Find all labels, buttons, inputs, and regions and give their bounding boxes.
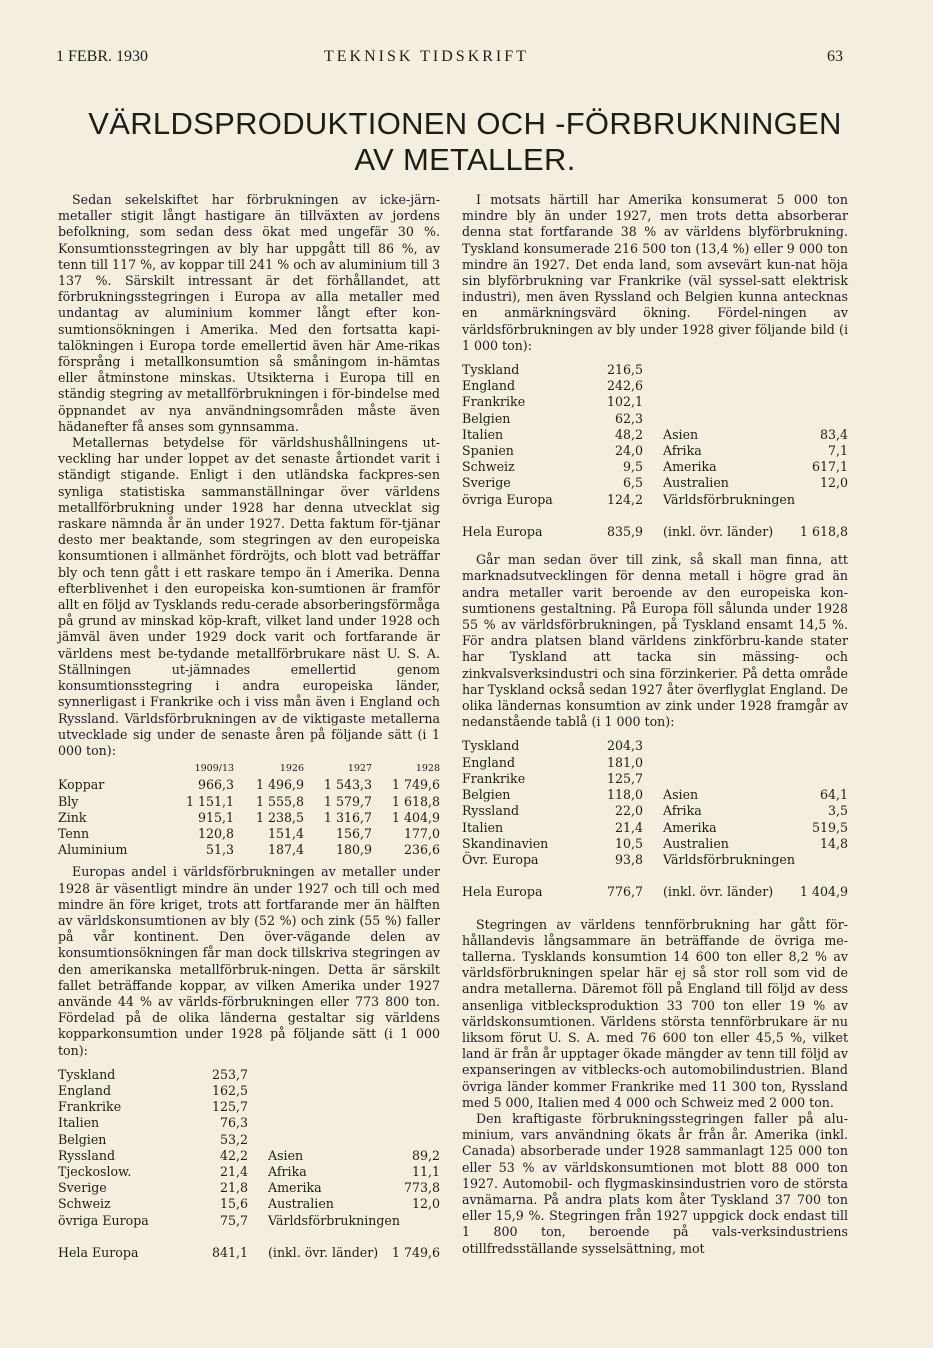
cell: 187,4 <box>267 842 305 858</box>
table-row <box>462 427 848 443</box>
title-line-1: VÄRLDSPRODUKTIONEN OCH -FÖRBRUKNINGEN <box>88 106 842 141</box>
cell: 236,6 <box>403 842 440 858</box>
value: 1 749,6 <box>391 1244 440 1260</box>
country-label: Belgien <box>462 787 511 803</box>
country-label: Sverige <box>462 475 511 491</box>
country-label: England <box>462 754 516 770</box>
table-row <box>462 443 848 459</box>
cell: 156,7 <box>335 825 372 841</box>
paragraph: Metallernas betydelse för världshushållningens ut-veckling har under loppet av det senaste årtiondet varit i ständigt stigande. Enligt i den utländska fackpres-sen synliga statistiska sammanställningar över världens metallförbrukning under 1928 har denna utvecklat sig raskare nämnda år än under 1927. Detta faktum för-tjänar desto mer beaktande, som stegringen av den europeiska konsumtionen i allmänhet fördröjts, och blott vad beträffar bly och tenn gått i ett raskare tempo än i Amerika. Denna efterblivenhet i den europeiska kon-sumtionen är framför allt en följd av Tysklands redu-cerade absorberingsförmåga på grund av minskad köp-kraft, vilket land under 1928 och jämväl även under 1929 dock varit och fortfarande är världens mest be-tydande metallförbrukare näst U. S. A. Ställningen ut-jämnades emellertid genom konsumtionsstegring i andra europeiska länder, synnerligast i Frankrike och i viss mån även i England och Ryssland. Världsförbrukningen av de viktigaste metallerna utvecklade sig under de senaste åren på följande sätt (i 1 000 ton): <box>58 435 440 758</box>
table-row <box>58 1196 440 1212</box>
country-label: Tyskland <box>462 738 520 754</box>
country-label: Tjeckoslow. <box>58 1163 132 1179</box>
region-label: Världsförbrukningen <box>268 1212 400 1228</box>
country-label: Tyskland <box>462 362 520 378</box>
value: 253,7 <box>211 1066 248 1082</box>
value: 617,1 <box>811 459 848 475</box>
table-row <box>462 394 848 410</box>
value: 1 404,9 <box>799 884 848 900</box>
right-column <box>462 192 848 1257</box>
value: 118,0 <box>606 787 644 803</box>
region-label: Afrika <box>268 1163 307 1179</box>
row-label: Zink <box>58 809 87 825</box>
value: 89,2 <box>411 1147 440 1163</box>
journal-name: TEKNISK TIDSKRIFT <box>324 48 529 65</box>
value: 125,7 <box>211 1099 248 1115</box>
value: 204,3 <box>606 738 644 754</box>
cell: 1 555,8 <box>255 793 305 809</box>
value: 3,5 <box>827 803 848 819</box>
table-row <box>462 787 848 803</box>
table-row <box>462 771 848 787</box>
page-header <box>56 48 843 70</box>
paragraph: Den kraftigaste förbrukningsstegringen faller på alu-minium, vars användning ökats år från år. Amerika (inkl. Canada) absorberade under 1928 sammanlagt 125 000 ton eller 53 % av världskonsumtionen mot blott 88 000 ton 1927. Automobil- och flygmaskinsindustrien voro de största avnämarna. På andra plats kom åter Tyskland 37 700 ton eller 15,9 %. Stegringen från 1927 uppgick dock endast till 1 800 ton, beroende på vals-verksindustriens otillfredsställande sysselsättning, mot <box>462 1110 848 1256</box>
cell: 1 238,5 <box>255 809 305 825</box>
table-row <box>462 492 848 508</box>
paragraph: Europas andel i världsförbrukningen av metaller under 1928 är väsentligt mindre än under 1927 och till och med mindre än före kriget, trots att fortfarande mer än hälften av världskonsumtionen av bly (52 %) och zink (55 %) faller på vår kontinent. Den över-vägande delen av konsumtionsökningen får man dock tillskriva stegringen av den amerikanska metallförbruk-ningen. Detta är särskilt fallet beträffande koppar, av vilken Amerika under 1927 använde 44 % av världs-förbrukningen eller 773 800 ton. Fördelad på de olika länderna gestaltar sig världens kopparkonsumtion under 1928 på följande sätt (i 1 000 ton): <box>58 864 440 1058</box>
table-row <box>58 794 440 810</box>
value: 62,3 <box>614 410 644 426</box>
value: 22,0 <box>614 803 644 819</box>
table-row <box>462 411 848 427</box>
value: 841,1 <box>211 1244 248 1260</box>
region-label: Afrika <box>663 443 702 459</box>
country-label: Frankrike <box>462 394 526 410</box>
column-header: 1927 <box>347 763 372 775</box>
value: 21,4 <box>614 819 644 835</box>
cell: 120,8 <box>197 825 235 841</box>
value: 216,5 <box>606 362 644 378</box>
paragraph: I motsats härtill har Amerika konsumerat 5 000 ton mindre bly än under 1927, men trots detta absorberar denna stat fortfarande 38 % av världens blyförbrukning. Tyskland konsumerade 216 500 ton (13,4 %) eller 9 000 ton mindre än 1927. Det enda land, som avsevärt kun-nat höja sin blyförbrukning var Frankrike (väl syssel-satt elektrisk industri), men även Ryssland och Belgien kunna antecknas en anmärkningsvärd ökning. Fördel-ningen av världsförbrukningen av bly under 1928 giver följande bild (i 1 000 ton): <box>462 192 848 353</box>
table-row <box>58 1213 440 1229</box>
value: 835,9 <box>606 524 644 540</box>
value: 42,2 <box>219 1147 248 1163</box>
cell: 1 151,1 <box>185 793 235 809</box>
region-label: Asien <box>268 1147 304 1163</box>
value: 24,0 <box>614 443 644 459</box>
cell: 1 749,6 <box>391 777 440 793</box>
country-label: Frankrike <box>58 1099 122 1115</box>
world-label: (inkl. övr. länder) <box>663 524 774 540</box>
table-row <box>462 803 848 819</box>
table-row <box>58 1148 440 1164</box>
table-row <box>58 842 440 858</box>
country-label: Frankrike <box>462 770 526 786</box>
country-label: övriga Europa <box>58 1212 149 1228</box>
table-row <box>462 836 848 852</box>
region-label: Världsförbrukningen <box>663 851 795 867</box>
country-label: Italien <box>462 819 504 835</box>
value: 53,2 <box>219 1131 248 1147</box>
row-label: Tenn <box>58 825 90 841</box>
value: 21,8 <box>219 1180 248 1196</box>
table-row <box>58 1115 440 1131</box>
cell: 180,9 <box>335 842 372 858</box>
table-row <box>58 1164 440 1180</box>
table-row <box>58 1180 440 1196</box>
value: 773,8 <box>403 1180 440 1196</box>
value: 93,8 <box>614 851 644 867</box>
table-row <box>462 738 848 754</box>
country-label: Sverige <box>58 1180 107 1196</box>
column-header: 1909/13 <box>194 763 235 775</box>
value: 125,7 <box>606 770 644 786</box>
row-label: Koppar <box>58 777 105 793</box>
table-row <box>58 1132 440 1148</box>
value: 10,5 <box>614 835 644 851</box>
value: 76,3 <box>219 1115 248 1131</box>
total-label: Hela Europa <box>462 524 543 540</box>
country-label: övriga Europa <box>462 491 553 507</box>
table-row <box>462 459 848 475</box>
cell: 966,3 <box>197 777 235 793</box>
country-label: England <box>462 378 516 394</box>
value: 124,2 <box>606 491 644 507</box>
table-row <box>58 826 440 842</box>
region-label: Australien <box>268 1196 334 1212</box>
country-label: Belgien <box>462 410 511 426</box>
value: 181,0 <box>606 754 644 770</box>
value: 7,1 <box>827 443 848 459</box>
cell: 1 316,7 <box>323 809 372 825</box>
country-label: Tyskland <box>58 1066 116 1082</box>
region-label: Amerika <box>663 459 717 475</box>
table-row <box>58 777 440 793</box>
value: 102,1 <box>606 394 644 410</box>
region-label: Australien <box>663 835 729 851</box>
value: 12,0 <box>411 1196 440 1212</box>
cell: 915,1 <box>197 809 235 825</box>
value: 21,4 <box>219 1163 248 1179</box>
cell: 1 579,7 <box>323 793 372 809</box>
paragraph: Stegringen av världens tennförbrukning har gått för-hållandevis långsammare än beträffande de övriga me-tallerna. Tysklands konsumtion 14 600 ton eller 8,2 % av världsförbrukningen spelar här ej så stor roll som vid de andra metallerna. Däremot föll på England till följd av dess ansenliga vitblecksproduktion 33 700 ton eller 19 % av världskonsumtionen. Världens största tennförbrukare är nu liksom förut U. S. A. med 76 600 ton eller 45,5 %, vilket land är från år upptager ökade mängder av tenn till följd av expanseringen av vitblecks-och automobilindustrien. Bland övriga länder kommer Frankrike med 11 300 ton, Ryssland med 5 000, Italien med 4 000 och Schweiz med 2 000 ton. <box>462 916 848 1110</box>
table-row <box>462 475 848 491</box>
title-line-2: AV METALLER. <box>354 142 576 177</box>
cell: 1 543,3 <box>323 777 372 793</box>
region-label: Asien <box>663 787 699 803</box>
cell: 51,3 <box>205 842 235 858</box>
paragraph: Sedan sekelskiftet har förbrukningen av icke-järn-metaller stigit långt hastigare än tillväxten av jordens befolkning, som sedan dess ökat med ungefär 30 %. Konsumtionsstegringen av bly har uppgått till 86 %, av tenn till 117 %, av koppar till 241 % och av aluminium till 3 137 %. Särskilt intressant är det förhållandet, att förbrukningsstegringen i Europa av alla metaller med undantag av aluminium kommer långt efter kon-sumtionsökningen i Amerika. Med den fortsatta kapi-talökningen i Europa torde emellertid även här Ame-rikas försprång i metallkonsumtion så småningom in-hämtas eller åtminstone minskas. Utsikterna i Europa till en ständig stegring av metallförbrukningen i för-bindelse med öppnandet av nya användningsområden måste även hädanefter få anses som gynnsamma. <box>58 192 440 434</box>
country-label: Ryssland <box>58 1147 116 1163</box>
region-label: Asien <box>663 426 699 442</box>
total-label: Hela Europa <box>462 884 543 900</box>
table-row <box>462 524 848 540</box>
value: 15,6 <box>219 1196 248 1212</box>
table-row <box>462 378 848 394</box>
cell: 1 496,9 <box>255 777 305 793</box>
article-title <box>60 106 870 178</box>
metal-consumption-table <box>58 761 440 858</box>
value: 83,4 <box>819 426 848 442</box>
country-label: Övr. Europa <box>462 851 539 867</box>
cell: 1 618,8 <box>391 793 440 809</box>
region-label: Afrika <box>663 803 702 819</box>
left-column <box>58 192 440 1261</box>
value: 776,7 <box>606 884 644 900</box>
region-label: Amerika <box>663 819 717 835</box>
table-row <box>462 755 848 771</box>
country-label: Schweiz <box>58 1196 111 1212</box>
country-label: Ryssland <box>462 803 520 819</box>
value: 48,2 <box>614 426 644 442</box>
value: 11,1 <box>411 1163 440 1179</box>
country-label: Italien <box>462 426 504 442</box>
total-label: Hela Europa <box>58 1244 139 1260</box>
cell: 151,4 <box>267 825 305 841</box>
table-row <box>462 820 848 836</box>
issue-date: 1 FEBR. 1930 <box>56 48 149 65</box>
column-header: 1926 <box>279 763 305 775</box>
world-label: (inkl. övr. länder) <box>268 1244 379 1260</box>
value: 1 618,8 <box>799 524 848 540</box>
table-row <box>462 362 848 378</box>
table-row <box>58 1245 440 1261</box>
table-row <box>58 1067 440 1083</box>
page-number: 63 <box>827 48 843 65</box>
cell: 177,0 <box>403 825 440 841</box>
region-label: Amerika <box>268 1180 322 1196</box>
country-label: England <box>58 1082 112 1098</box>
row-label: Aluminium <box>58 842 128 858</box>
table-row <box>58 1099 440 1115</box>
country-label: Skandinavien <box>462 835 549 851</box>
value: 6,5 <box>622 475 644 491</box>
copper-table <box>58 1067 440 1261</box>
zinc-table <box>462 738 848 900</box>
value: 9,5 <box>622 459 644 475</box>
row-label: Bly <box>58 793 79 809</box>
region-label: Australien <box>663 475 729 491</box>
value: 14,8 <box>819 835 848 851</box>
country-label: Spanien <box>462 443 514 459</box>
paragraph: Går man sedan över till zink, så skall man finna, att marknadsutvecklingen för denna metall i högre grad än andra metaller varit beroende av den europeiska kon-sumtionens gestaltning. På Europa föll sålunda under 1928 55 % av världsförbrukningen, på Tyskland ensamt 14,5 %. För andra platsen bland världens zinkförbru-kande stater har Tyskland att tacka sin mässing- och zinkvalsverksindustri och sina förzinkerier. På detta område har Tyskland också sedan 1927 åter överflyglat England. De olika ländernas konsumtion av zink under 1928 framgår av nedanstående tablå (i 1 000 ton): <box>462 552 848 730</box>
world-label: (inkl. övr. länder) <box>663 884 774 900</box>
country-label: Italien <box>58 1115 100 1131</box>
table-row <box>58 1083 440 1099</box>
value: 519,5 <box>811 819 848 835</box>
cell: 1 404,9 <box>391 809 440 825</box>
column-header: 1928 <box>415 763 440 775</box>
table-row <box>462 852 848 868</box>
lead-table <box>462 362 848 540</box>
country-label: Schweiz <box>462 459 515 475</box>
value: 242,6 <box>606 378 644 394</box>
value: 75,7 <box>219 1212 248 1228</box>
value: 64,1 <box>819 787 848 803</box>
value: 12,0 <box>819 475 848 491</box>
country-label: Belgien <box>58 1131 107 1147</box>
region-label: Världsförbrukningen <box>663 491 795 507</box>
table-row <box>462 884 848 900</box>
table-row <box>58 810 440 826</box>
value: 162,5 <box>211 1082 248 1098</box>
